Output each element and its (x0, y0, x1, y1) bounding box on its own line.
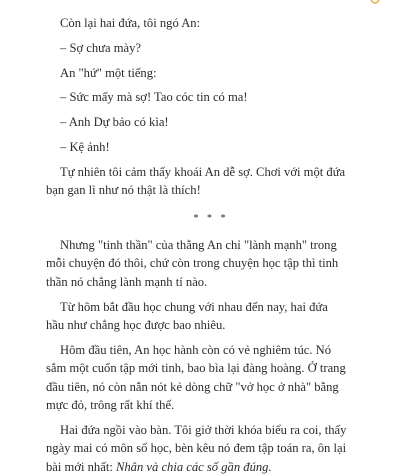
paragraph-text: bài mới nhất: (46, 459, 116, 474)
dialogue-line: – Sức mấy mà sợ! Tao cóc tin có ma! (60, 90, 248, 105)
paragraph-line: mỗi chuyện đó thôi, chứ còn trong chuyện học tập thì tinh (46, 256, 339, 271)
dialogue-line: – Kệ ảnh! (60, 139, 110, 154)
dialogue-line: – Anh Dự bảo có kìa! (60, 115, 169, 130)
paragraph-line: Hôm đầu tiên, An học hành còn có vẻ nghiêm túc. Nó (60, 342, 332, 357)
paragraph-line: bạn gan lì như nó thật là thích! (46, 183, 201, 198)
corner-ornament-icon (370, 0, 380, 6)
text-body (46, 14, 376, 476)
paragraph-line: mực đỏ, trông rất khí thế. (46, 398, 175, 413)
paragraph-line: Còn lại hai đứa, tôi ngó An: (60, 16, 201, 30)
paragraph-line: hầu như chẳng học được bao nhiêu. (46, 318, 226, 333)
paragraph-line: đầu tiên, nó còn nắn nót kẻ dòng chữ "vở học ở nhà" bằng (46, 379, 339, 394)
paragraph-line: An "hứ" một tiếng: (60, 65, 157, 80)
paragraph-line: Nhưng "tinh thần" của thằng An chỉ "lành mạnh" trong (60, 238, 337, 252)
italic-math-topic: Nhân và chia các số gần đúng. (115, 459, 272, 474)
dialogue-line: – Sợ chưa mày? (60, 40, 141, 55)
paragraph-line: sắm một cuốn tập mới tinh, bao bìa lại đàng hoàng. Ở trang (46, 361, 346, 376)
paragraph-line: Tự nhiên tôi cảm thấy khoái An dễ sợ. Chơi với một đứa (60, 164, 346, 179)
paragraph-line: Từ hôm bắt đầu học chung với nhau đến nay, hai đứa (60, 299, 328, 314)
paragraph-line (46, 458, 376, 476)
paragraph-line: thần nó chẳng lành mạnh tí nào. (46, 274, 208, 289)
section-separator: * * * (193, 212, 229, 224)
paragraph-line: Hai đứa ngồi vào bàn. Tôi giở thời khóa biểu ra coi, thấy (60, 422, 347, 437)
paragraph-line: ngày mai có môn số học, bèn kêu nó đem tập toán ra, ôn lại (46, 441, 347, 456)
